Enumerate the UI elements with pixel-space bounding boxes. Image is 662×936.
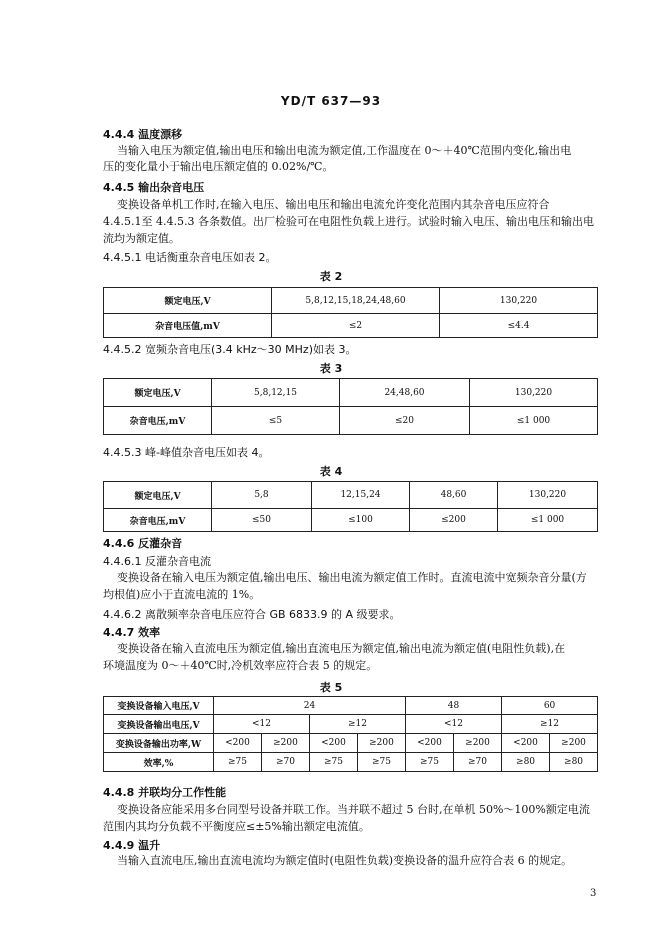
section-4-4-5-title: 4.4.5 输出杂音电压	[103, 181, 205, 194]
table-5	[103, 696, 598, 772]
table-cell: ≥75	[406, 753, 454, 772]
table-cell: 12,15,24	[312, 482, 410, 509]
table-cell: ≤1 000	[470, 407, 598, 435]
table-cell: 5,8	[212, 482, 312, 509]
section-4-4-7-title: 4.4.7 效率	[103, 626, 161, 639]
table-cell: <12	[406, 715, 502, 734]
section-4-4-7-line-2: 环境温度为 0～＋40℃时,冷机效率应符合表 5 的规定。	[103, 659, 378, 672]
table-cell: 变换设备输入电压,V	[104, 697, 214, 715]
table-cell: 杂音电压,mV	[104, 407, 212, 435]
section-4-4-8-title: 4.4.8 并联均分工作性能	[103, 786, 227, 799]
table-row	[104, 753, 598, 772]
page-number: 3	[590, 888, 597, 899]
table-cell: ≥80	[550, 753, 598, 772]
table-row	[104, 509, 598, 532]
table-row	[104, 288, 598, 314]
document-header: YD/T 637—93	[280, 94, 382, 108]
table-cell: 杂音电压值,mV	[104, 314, 272, 338]
table-cell: ≥200	[550, 734, 598, 753]
section-4-4-4-line-1: 当输入电压为额定值,输出电压和输出电流为额定值,工作温度在 0～＋40℃范围内变化,输出电	[117, 144, 572, 157]
table-3	[103, 378, 598, 435]
section-4-4-8-line-2: 范围内其均分负载不平衡度应≤±5%输出额定电流值。	[103, 820, 370, 833]
table-cell: <200	[502, 734, 550, 753]
section-4-4-4-line-2: 压的变化量小于输出电压额定值的 0.02%/℃。	[103, 160, 334, 173]
table-cell: ≥75	[358, 753, 406, 772]
table-row	[104, 482, 598, 509]
section-4-4-4-title: 4.4.4 温度漂移	[103, 128, 183, 141]
section-4-4-5-line-1: 变换设备单机工作时,在输入电压、输出电压和输出电流允许变化范围内其杂音电压应符合	[117, 198, 550, 211]
section-4-4-5-line-3: 流均为额定值。	[103, 232, 180, 245]
section-4-4-6-1-line-1: 变换设备在输入电压为额定值,输出电压、输出电流为额定值工作时。直流电流中宽频杂音分量(方	[117, 571, 587, 584]
table-cell: 5,8,12,15	[212, 379, 340, 407]
table-4-caption: 表 4	[319, 465, 343, 478]
table-2-caption: 表 2	[319, 270, 343, 283]
section-4-4-6-2-title: 4.4.6.2 离散频率杂音电压应符合 GB 6833.9 的 A 级要求。	[103, 608, 401, 621]
table-cell: ≤20	[340, 407, 470, 435]
table-cell: 额定电压,V	[104, 482, 212, 509]
table-cell: 5,8,12,15,18,24,48,60	[272, 288, 440, 314]
table-cell: ≥12	[502, 715, 598, 734]
table-cell: ≤4.4	[440, 314, 598, 338]
table-cell: ≤2	[272, 314, 440, 338]
table-cell: <200	[406, 734, 454, 753]
section-4-4-7-line-1: 变换设备在输入直流电压为额定值,输出直流电压为额定值,输出电流为额定值(电阻性负载),在	[117, 642, 566, 655]
section-4-4-6-title: 4.4.6 反灌杂音	[103, 537, 183, 550]
table-cell: ≥200	[262, 734, 310, 753]
table-cell: ≥200	[454, 734, 502, 753]
table-cell: 48	[406, 697, 502, 715]
table-cell: ≤5	[212, 407, 340, 435]
section-4-4-6-1-line-2: 均根值)应小于直流电流的 1%。	[103, 588, 261, 601]
table-cell: 额定电压,V	[104, 288, 272, 314]
section-4-4-6-1-title: 4.4.6.1 反灌杂音电流	[103, 555, 211, 568]
table-cell: ≥200	[358, 734, 406, 753]
table-cell: ≤50	[212, 509, 312, 532]
table-2	[103, 287, 598, 338]
section-4-4-8-line-1: 变换设备应能采用多台同型号设备并联工作。当并联不超过 5 台时,在单机 50%～100%额定电流	[117, 803, 590, 816]
section-4-4-5-2-title: 4.4.5.2 宽频杂音电压(3.4 kHz～30 MHz)如表 3。	[103, 343, 357, 356]
table-cell: ≥80	[502, 753, 550, 772]
table-cell: <200	[310, 734, 358, 753]
table-cell: 130,220	[440, 288, 598, 314]
table-row	[104, 314, 598, 338]
table-cell: 变换设备输出电压,V	[104, 715, 214, 734]
table-cell: 24,48,60	[340, 379, 470, 407]
table-cell: 效率,%	[104, 753, 214, 772]
section-4-4-5-1-title: 4.4.5.1 电话衡重杂音电压如表 2。	[103, 251, 277, 264]
section-4-4-9-title: 4.4.9 温升	[103, 839, 161, 852]
table-row	[104, 715, 598, 734]
table-cell: ≥70	[454, 753, 502, 772]
table-cell: 48,60	[410, 482, 498, 509]
table-row	[104, 407, 598, 435]
table-cell: <12	[214, 715, 310, 734]
table-cell: 杂音电压,mV	[104, 509, 212, 532]
table-3-caption: 表 3	[319, 362, 343, 375]
table-cell: 24	[214, 697, 406, 715]
table-5-caption: 表 5	[319, 681, 343, 694]
table-cell: 变换设备输出功率,W	[104, 734, 214, 753]
section-4-4-9-line-1: 当输入直流电压,输出直流电流均为额定值时(电阻性负载)变换设备的温升应符合表 6 的规定。	[117, 854, 573, 867]
table-cell: ≤200	[410, 509, 498, 532]
table-cell: ≥12	[310, 715, 406, 734]
table-row	[104, 734, 598, 753]
table-4	[103, 481, 598, 532]
table-cell: ≥75	[214, 753, 262, 772]
table-cell: ≥70	[262, 753, 310, 772]
table-cell: 60	[502, 697, 598, 715]
table-cell: <200	[214, 734, 262, 753]
section-4-4-5-line-2: 4.4.5.1至 4.4.5.3 各条数值。出厂检验可在电阻性负载上进行。试验时输入电压、输出电压和输出电	[103, 215, 594, 228]
table-row	[104, 697, 598, 715]
table-cell: 额定电压,V	[104, 379, 212, 407]
table-cell: 130,220	[498, 482, 598, 509]
table-cell: ≤1 000	[498, 509, 598, 532]
table-row	[104, 379, 598, 407]
table-cell: ≥75	[310, 753, 358, 772]
table-cell: ≤100	[312, 509, 410, 532]
table-cell: 130,220	[470, 379, 598, 407]
section-4-4-5-3-title: 4.4.5.3 峰-峰值杂音电压如表 4。	[103, 446, 270, 459]
